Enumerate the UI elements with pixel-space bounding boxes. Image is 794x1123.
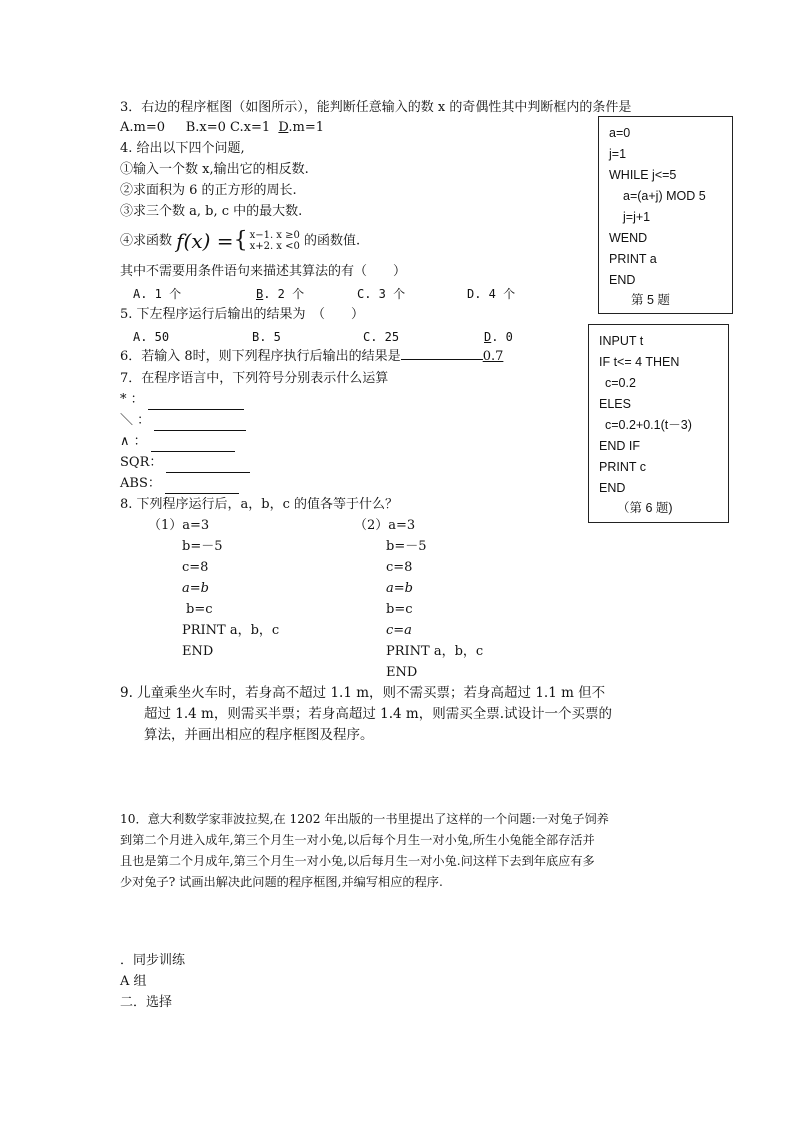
box5-line: a=0	[609, 126, 631, 140]
q4-question: 其中不需要用条件语句来描述其算法的有（ ）	[120, 264, 407, 279]
q10-line: 且也是第二个月成年,第三个月生一对小兔,以后每月生一对小兔.问这样下去到年底应有多	[120, 854, 595, 868]
q7-blank	[166, 454, 250, 473]
q4-opt-b-letter: B	[256, 287, 264, 301]
box5-caption: 第 5 题	[631, 293, 670, 307]
q3-option-d-rest: .m=1	[288, 120, 324, 135]
q4-opt-a: A. 1 个	[133, 287, 182, 301]
q8-p1-line: PRINT a，b，c	[182, 623, 280, 638]
q3-stem: 3．右边的程序框图（如图所示），能判断任意输入的数 x 的奇偶性其中判断框内的条件是	[120, 100, 632, 115]
q6-stem-text: 6．若输入 8时，则下列程序执行后输出的结果是	[120, 349, 401, 364]
box6-line: PRINT c	[599, 460, 646, 474]
q8-p2-line: a=b	[386, 581, 413, 596]
q4-item4-suffix: 的函数值.	[304, 233, 361, 249]
q7-blank	[154, 412, 246, 431]
q6-stem	[120, 348, 503, 366]
box5-line: j=j+1	[623, 210, 651, 224]
q3-option-b: B.x=0	[185, 120, 226, 135]
program-box-q5	[598, 116, 733, 314]
q8-p1-line: b=－5	[182, 539, 223, 554]
box6-line: END	[599, 481, 626, 495]
q5-stem: 5. 下左程序运行后输出的结果为 （ ）	[120, 307, 365, 322]
q8-p2-line: END	[386, 665, 418, 680]
box5-line: WHILE j<=5	[609, 168, 677, 182]
q3-option-d-letter: D	[278, 120, 289, 135]
box6-caption: （第 6 题)	[617, 501, 673, 515]
q4-opt-d: D. 4 个	[467, 287, 516, 301]
q10-line: 10．意大利数学家菲波拉契,在 1202 年出版的一书里提出了这样的一个问题:一对兔子饲养	[120, 812, 609, 826]
box6-line: c=0.2	[605, 376, 636, 390]
box6-line: END IF	[599, 439, 640, 453]
box6-line: ELES	[599, 397, 631, 411]
q5-opt-d-rest: . 0	[491, 330, 513, 344]
q7-line	[120, 391, 244, 410]
q7-line	[120, 433, 235, 452]
q7-line	[120, 412, 246, 431]
piece-case-2: x+2. x <0	[249, 241, 300, 252]
q8-p2-line: b=－5	[386, 539, 427, 554]
q8-p1-line: b=c	[186, 602, 213, 617]
program-box-q6	[588, 324, 729, 523]
brace-symbol: {	[233, 228, 248, 253]
q3-options	[120, 119, 324, 137]
q7-blank	[151, 433, 235, 452]
q5-opt-d-letter: D	[484, 330, 492, 344]
section-subheading: 二．选择	[120, 995, 173, 1010]
q8-p2-line: （2）a=3	[354, 518, 416, 533]
q5-opt-c: C. 25	[363, 330, 400, 344]
q5-opt-b: B. 5	[252, 330, 281, 344]
box5-line: END	[609, 273, 636, 287]
q4-opt-b-rest: . 2 个	[263, 287, 305, 301]
q4-item4-prefix: ④求函数	[120, 233, 173, 249]
box5-line: a=(a+j) MOD 5	[623, 189, 706, 203]
q8-p2-line: c=a	[386, 623, 412, 638]
section-heading: ．同步训练	[120, 953, 186, 968]
q10-line: 到第二个月进入成年,第三个月生一对小兔,以后每个月生一对小兔,所生小兔能全部存活并	[120, 833, 595, 847]
q10-line: 少对兔子? 试画出解决此问题的程序框图,并编写相应的程序.	[120, 875, 443, 889]
q4-item: ③求三个数 a, b, c 中的最大数.	[120, 204, 303, 219]
piecewise-cases	[250, 230, 300, 252]
q8-p1-line: a=b	[182, 581, 209, 596]
piece-case-1: x−1. x ≥0	[249, 230, 300, 241]
q5-opt-d	[484, 328, 513, 346]
box6-line: c=0.2+0.1(t－3)	[605, 418, 692, 432]
q9-line: 9. 儿童乘坐火车时，若身高不超过 1.1 m，则不需买票；若身高超过 1.1 m 但不	[120, 685, 606, 701]
q9-line: 超过 1.4 m，则需买半票；若身高超过 1.4 m，则需买全票.试设计一个买票的	[144, 706, 612, 722]
q8-p1-line: c=8	[182, 560, 209, 575]
q3-option-a: A.m=0	[120, 120, 166, 135]
q4-item-4	[120, 228, 360, 255]
q6-answer-blank	[401, 359, 483, 360]
box5-line: j=1	[609, 147, 627, 161]
q7-label: ABS：	[120, 476, 161, 491]
box6-line: INPUT t	[599, 334, 644, 348]
q8-p1-line: （1）a=3	[148, 518, 210, 533]
q4-opt-c: C. 3 个	[357, 287, 406, 301]
q7-label: * ：	[120, 392, 144, 407]
q4-item: ②求面积为 6 的正方形的周长.	[120, 183, 297, 198]
q8-p2-line: PRINT a，b，c	[386, 644, 484, 659]
box5-line: PRINT a	[609, 252, 657, 266]
q8-p2-line: b=c	[386, 602, 413, 617]
q9-line: 算法，并画出相应的程序框图及程序。	[144, 727, 374, 743]
q7-blank	[165, 475, 239, 494]
q8-p1-line: END	[182, 644, 214, 659]
q8-stem: 8. 下列程序运行后，a，b，c 的值各等于什么？	[120, 497, 399, 512]
q7-line	[120, 454, 250, 473]
q7-line	[120, 475, 239, 494]
q7-label: ∧ ：	[120, 434, 147, 449]
q3-option-c: C.x=1	[230, 120, 271, 135]
box6-line: IF t<= 4 THEN	[599, 355, 680, 369]
q4-stem: 4. 给出以下四个问题,	[120, 141, 245, 156]
box5-line: WEND	[609, 231, 648, 245]
q7-label: ＼ ：	[120, 413, 151, 428]
q4-opt-b	[256, 285, 304, 303]
q7-blank	[148, 391, 244, 410]
function-notation: f(x) =	[176, 229, 234, 253]
q7-label: SQR：	[120, 455, 163, 470]
q7-stem: 7．在程序语言中，下列符号分别表示什么运算	[120, 371, 389, 386]
section-group: A 组	[120, 974, 147, 989]
q5-opt-a: A. 50	[133, 330, 170, 344]
q6-answer: 0.7	[482, 349, 504, 364]
q4-item: ①输入一个数 x,输出它的相反数.	[120, 162, 309, 177]
q8-p2-line: c=8	[386, 560, 413, 575]
